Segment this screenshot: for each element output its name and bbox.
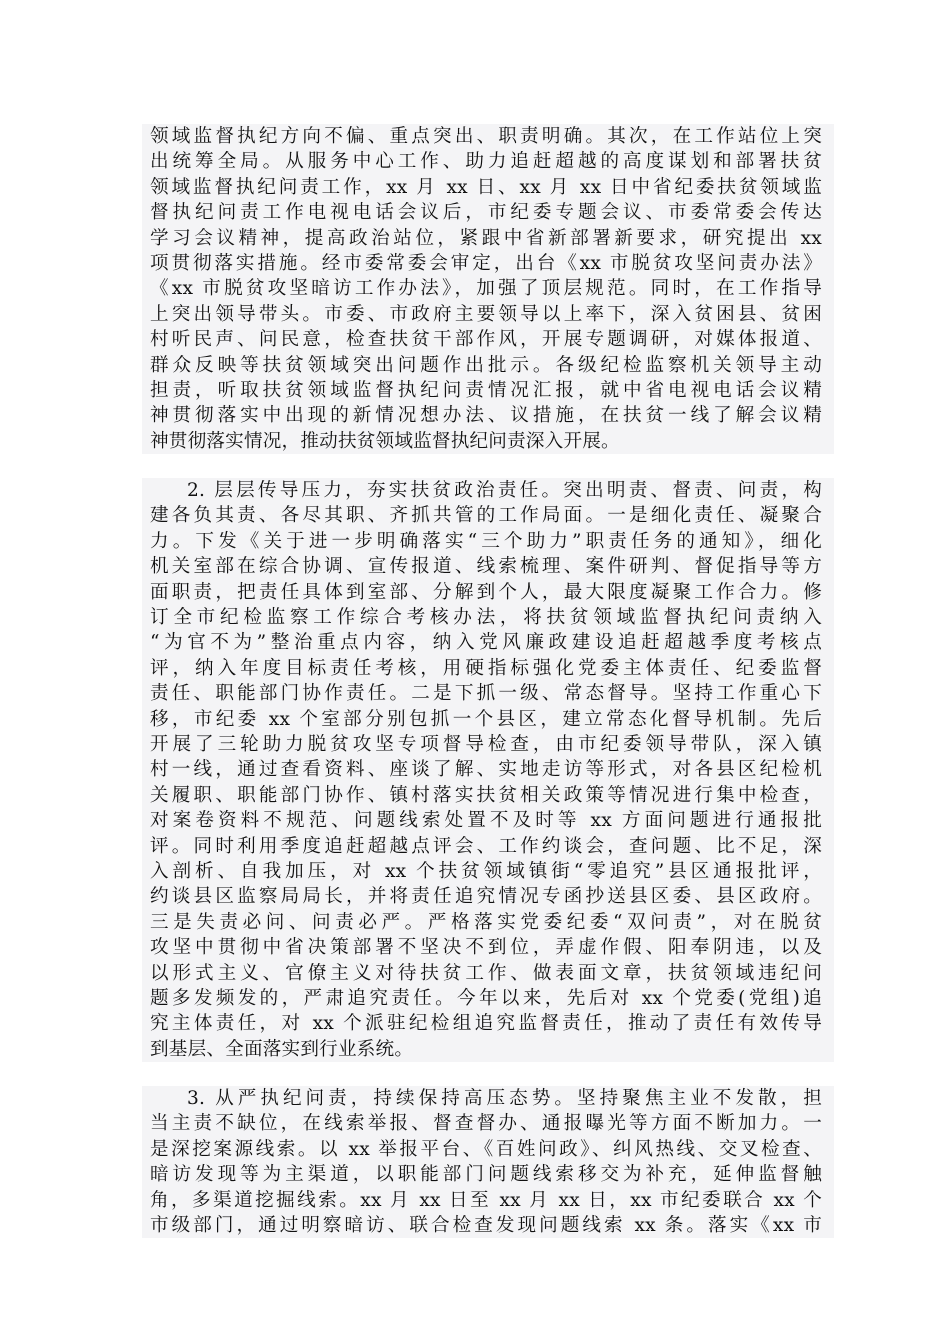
text-line: 建各负其责、各尽其职、齐抓共管的工作局面。一是细化责任、凝聚合 [150, 505, 822, 527]
text-line: 领域监督执纪问责工作，xx 月 xx 日、xx 月 xx 日中省纪委扶贫领域监 [150, 176, 822, 198]
text-line: 暗访发现等为主渠道，以职能部门问题线索移交为补充，延伸监督触 [150, 1164, 822, 1186]
paragraph-3 [142, 1086, 834, 1238]
text-line: 神贯彻落实中出现的新情况想办法、议措施，在扶贫一线了解会议精 [150, 405, 822, 427]
text-line: 究主体责任，对 xx 个派驻纪检组追究监督责任，推动了责任有效传导 [150, 1013, 822, 1035]
text-line: 3. 从严执纪问责，持续保持高压态势。坚持聚焦主业不发散，担 [187, 1088, 822, 1110]
text-line: 攻坚中贯彻中省决策部署不坚决不到位，弄虚作假、阳奉阴违，以及 [150, 937, 822, 959]
document-page [142, 124, 834, 1262]
text-line: 评。同时利用季度追赶超越点评会、工作约谈会，查问题、比不足，深 [150, 835, 822, 857]
paragraph-2 [142, 478, 834, 1062]
text-line: 《xx 市脱贫攻坚暗访工作办法》，加强了顶层规范。同时，在工作指导 [150, 278, 822, 300]
text-line: 担责，听取扶贫领域监督执纪问责情况汇报，就中省电视电话会议精 [150, 379, 822, 401]
text-line: 督执纪问责工作电视电话会议后，市纪委专题会议、市委常委会传达 [150, 202, 822, 224]
text-line: 到基层、全面落实到行业系统。 [150, 1038, 414, 1060]
text-line: 约谈县区监察局局长，并将责任追究情况专函抄送县区委、县区政府。 [150, 886, 822, 908]
text-line: 出统筹全局。从服务中心工作、助力追赶超越的高度谋划和部署扶贫 [150, 151, 822, 173]
paragraph-1 [142, 124, 834, 454]
text-line: 面职责，把责任具体到室部、分解到个人，最大限度凝聚工作合力。修 [150, 581, 822, 603]
text-line: 三是失责必问、问责必严。严格落实党委纪委“双问责”，对在脱贫 [150, 911, 822, 933]
text-line: 关履职、职能部门协作、镇村落实扶贫相关政策等情况进行集中检查， [150, 784, 822, 806]
text-line: 2. 层层传导压力，夯实扶贫政治责任。突出明责、督责、问责，构 [187, 480, 822, 502]
text-line: 领域监督执纪方向不偏、重点突出、职责明确。其次，在工作站位上突 [150, 126, 822, 147]
text-line: 角，多渠道挖掘线索。xx 月 xx 日至 xx 月 xx 日，xx 市纪委联合 xx 个 [150, 1189, 822, 1211]
text-line: “为官不为”整治重点内容，纳入党风廉政建设追赶超越季度考核点 [150, 632, 822, 654]
text-line: 村听民声、问民意，检查扶贫干部作风，开展专题调研，对媒体报道、 [150, 329, 822, 351]
text-line: 入剖析、自我加压，对 xx 个扶贫领域镇街“零追究”县区通报批评， [150, 860, 822, 882]
text-line: 村一线，通过查看资料、座谈了解、实地走访等形式，对各县区纪检机 [150, 759, 822, 781]
text-line: 神贯彻落实情况，推动扶贫领域监督执纪问责深入开展。 [150, 430, 620, 452]
text-line: 题多发频发的，严肃追究责任。今年以来，先后对 xx 个党委(党组)追 [150, 987, 822, 1009]
text-line: 开展了三轮助力脱贫攻坚专项督导检查，由市纪委领导带队，深入镇 [150, 733, 822, 755]
text-line: 项贯彻落实措施。经市委常委会审定，出台《xx 市脱贫攻坚问责办法》 [150, 252, 822, 274]
text-line: 群众反映等扶贫领域突出问题作出批示。各级纪检监察机关领导主动 [150, 354, 822, 376]
text-line: 移，市纪委 xx 个室部分别包抓一个县区，建立常态化督导机制。先后 [150, 708, 822, 730]
text-line: 是深挖案源线索。以 xx 举报平台、《百姓问政》、纠风热线、交叉检查、 [150, 1138, 822, 1160]
text-line: 市级部门，通过明察暗访、联合检查发现问题线索 xx 条。落实《xx 市 [150, 1215, 822, 1237]
text-line: 上突出领导带头。市委、市政府主要领导以上率下，深入贫困县、贫困 [150, 303, 822, 325]
text-line: 当主责不缺位，在线索举报、督查督办、通报曝光等方面不断加力。一 [150, 1113, 822, 1135]
text-line: 以形式主义、官僚主义对待扶贫工作、做表面文章，扶贫领域违纪问 [150, 962, 822, 984]
text-line: 机关室部在综合协调、宣传报道、线索梳理、案件研判、督促指导等方 [150, 556, 822, 578]
text-line: 对案卷资料不规范、问题线索处置不及时等 xx 方面问题进行通报批 [150, 810, 822, 832]
text-line: 订全市纪检监察工作综合考核办法，将扶贫领域监督执纪问责纳入 [150, 607, 822, 629]
text-line: 学习会议精神，提高政治站位，紧跟中省新部署新要求，研究提出 xx [150, 227, 822, 249]
text-line: 评，纳入年度目标责任考核，用硬指标强化党委主体责任、纪委监督 [150, 657, 822, 679]
text-line: 力。下发《关于进一步明确落实“三个助力”职责任务的通知》，细化 [150, 530, 822, 552]
text-line: 责任、职能部门协作责任。二是下抓一级、常态督导。坚持工作重心下 [150, 683, 822, 705]
